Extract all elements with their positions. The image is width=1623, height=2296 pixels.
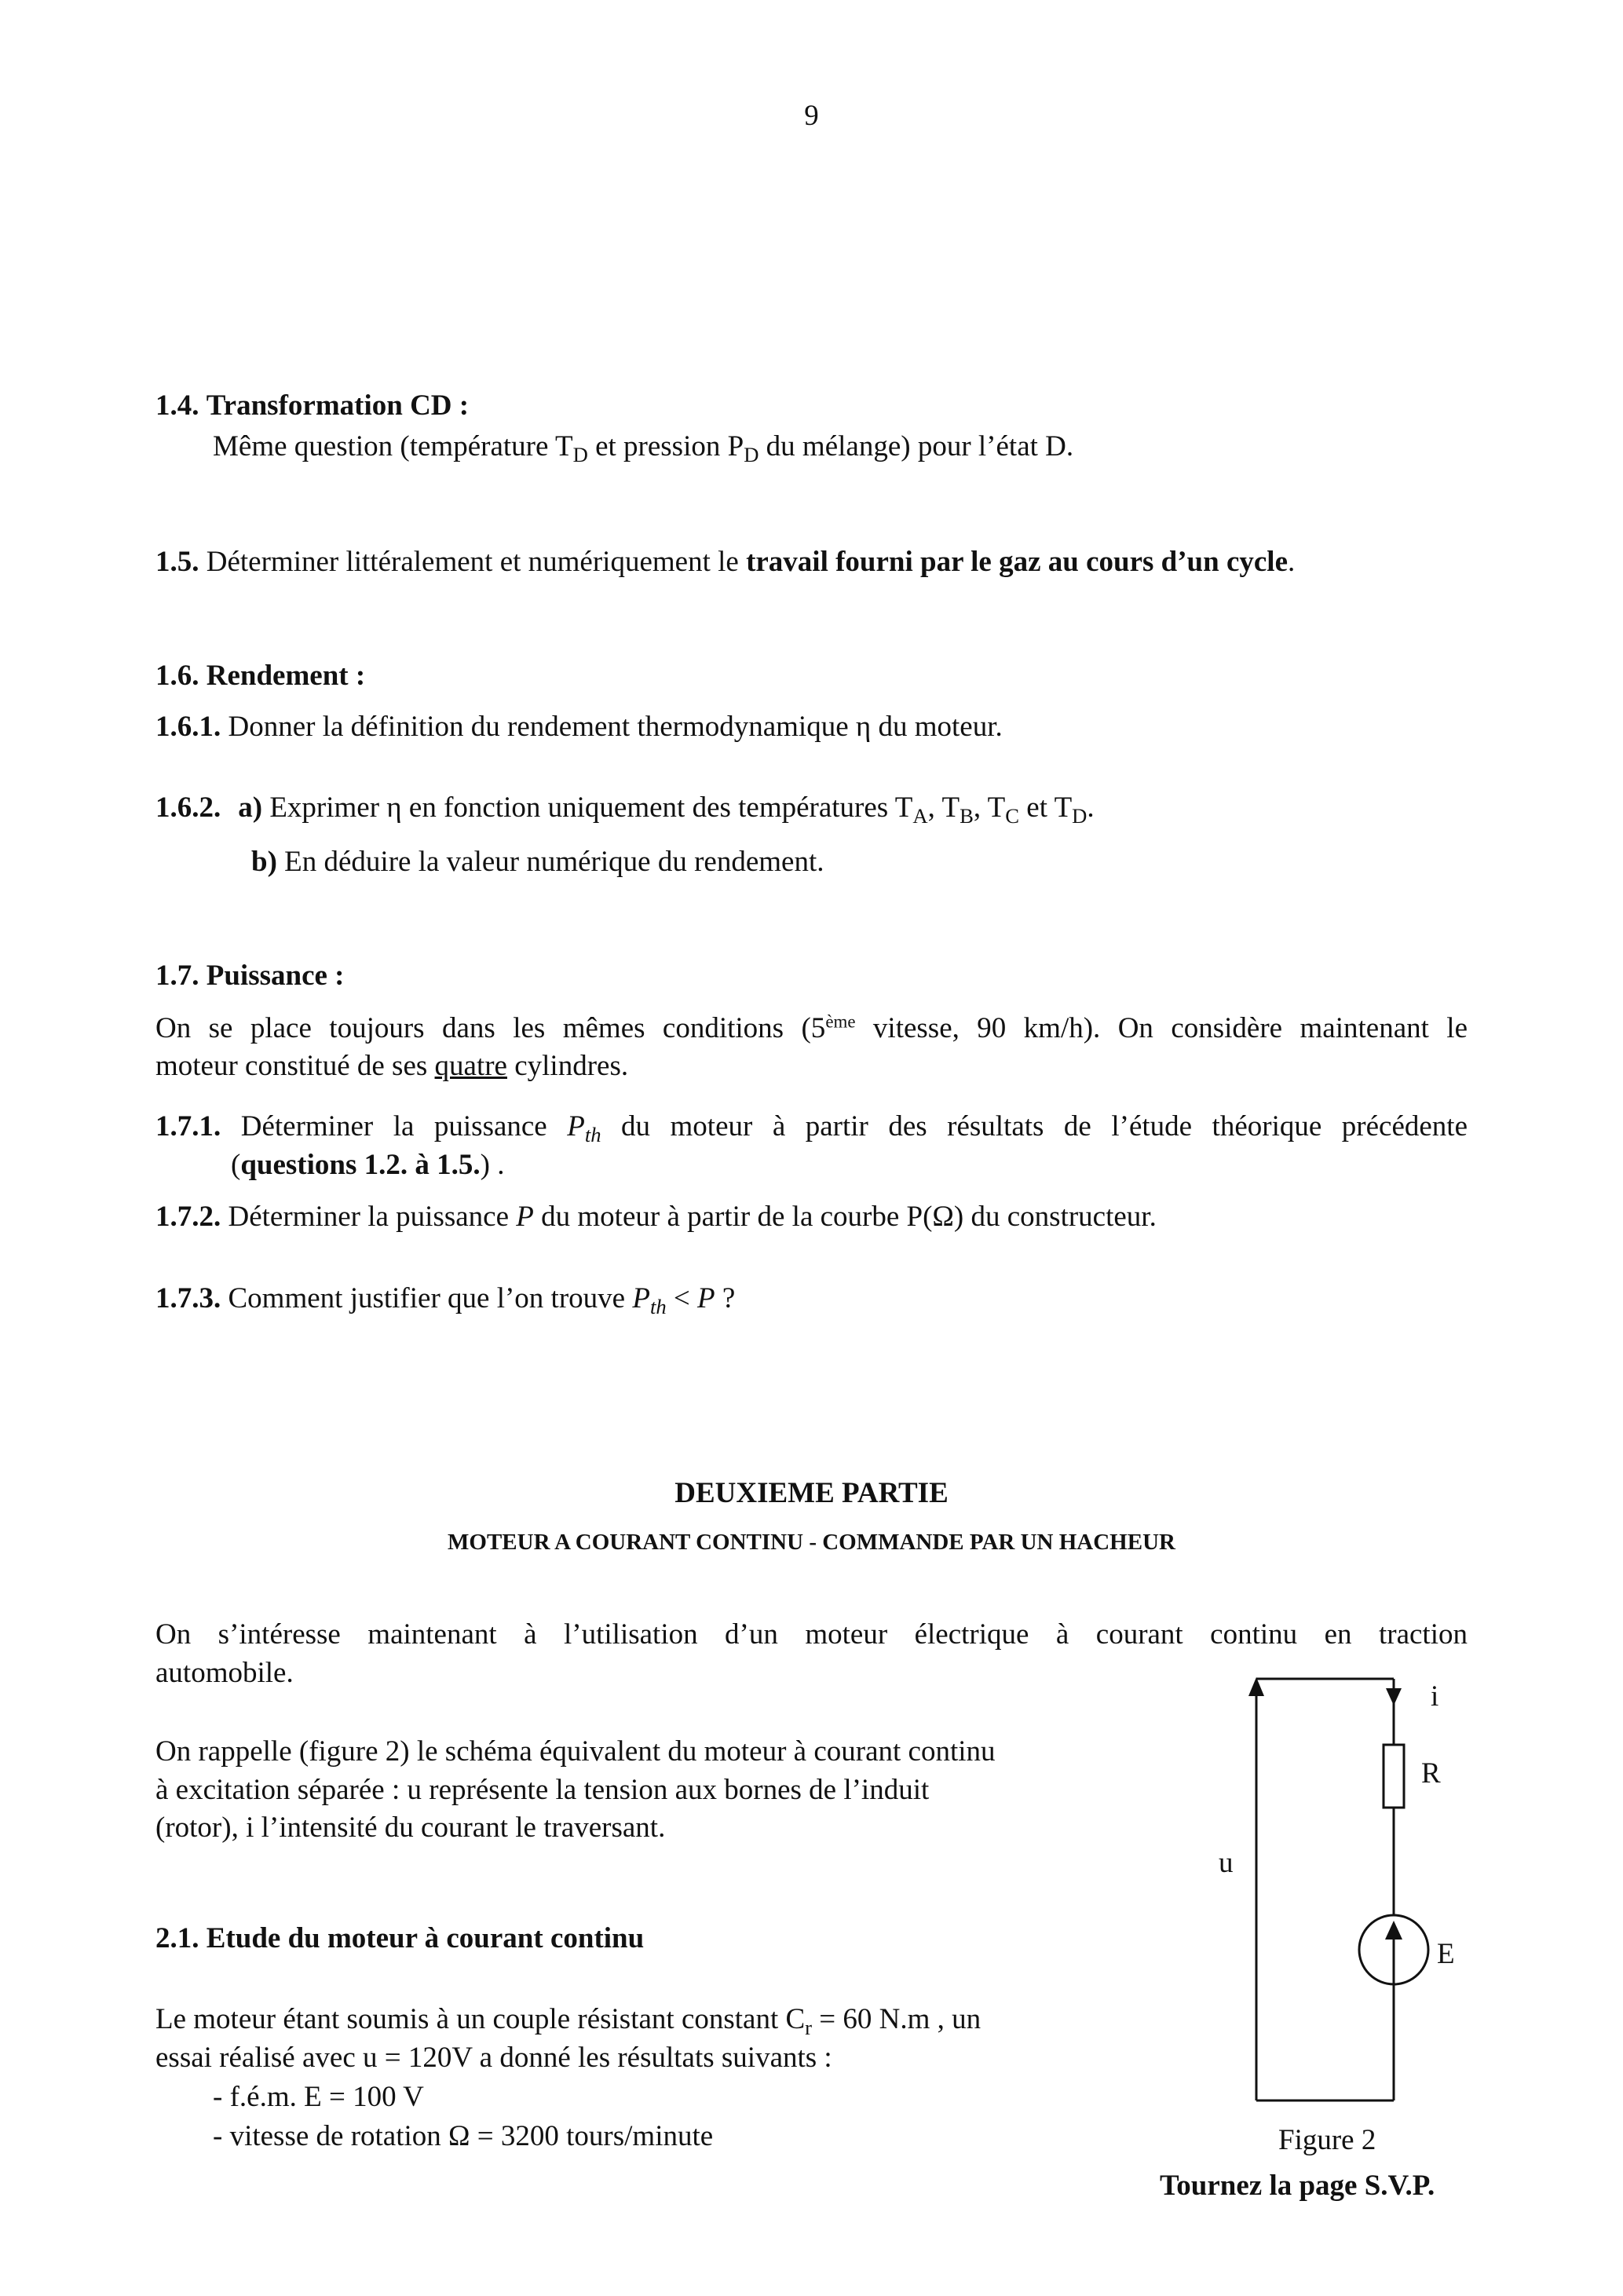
section-1-6-heading — [155, 657, 365, 695]
section-1-4-heading — [155, 387, 469, 425]
subscript: r — [805, 2015, 813, 2039]
section-number: 1.4. — [155, 389, 199, 422]
bold-text: travail fourni par le gaz au cours d’un cycle — [746, 546, 1289, 578]
part-title: DEUXIEME PARTIE — [674, 1477, 949, 1509]
text-run: Comment justifier que l’on trouve — [221, 1282, 633, 1314]
section-1-7-para-line2 — [155, 1047, 628, 1085]
part-subtitle: MOTEUR A COURANT CONTINU - COMMANDE PAR UN HACHEUR — [448, 1530, 1175, 1555]
text-run: On se place toujours dans les mêmes conditions (5 — [155, 1012, 826, 1044]
figure-caption: Figure 2 — [1278, 2124, 1376, 2156]
rappel-line1: On rappelle (figure 2) le schéma équivalent du moteur à courant continu — [155, 1735, 996, 1768]
s21-line3: - f.é.m. E = 100 V — [213, 2081, 424, 2113]
label-i: i — [1431, 1680, 1439, 1713]
label-R: R — [1421, 1757, 1441, 1790]
section-number: 1.6. — [155, 660, 199, 692]
resistor-R — [1384, 1745, 1404, 1808]
symbol-P: P — [697, 1282, 715, 1314]
section-number: 1.5. — [155, 546, 199, 578]
page-number: 9 — [804, 100, 819, 132]
s21-line1 — [155, 2001, 981, 2038]
text-run: vitesse, 90 km/h). On considère maintenant le — [855, 1012, 1468, 1044]
subscript: A — [912, 803, 928, 828]
question-number: 1.6.2. — [155, 792, 221, 824]
text-run: et pression P — [587, 430, 744, 462]
question-number: 1.6.1. — [155, 711, 221, 743]
arrow-head-icon — [1386, 1688, 1402, 1706]
superscript: ème — [825, 1011, 856, 1032]
subscript: D — [1072, 803, 1087, 828]
rappel-line2: à excitation séparée : u représente la tension aux bornes de l’induit — [155, 1774, 930, 1806]
s21-line4: - vitesse de rotation Ω = 3200 tours/minute — [213, 2120, 714, 2152]
question-1-6-2-a — [155, 789, 1095, 827]
section-1-5 — [155, 543, 1295, 581]
text-run: Déterminer littéralement et numériquement le — [199, 546, 747, 578]
symbol-P: P — [632, 1282, 650, 1314]
text-run: Déterminer la puissance — [221, 1201, 517, 1233]
text-run: = 60 N.m , un — [812, 2003, 981, 2035]
question-1-7-2 — [155, 1198, 1157, 1236]
section-title: Transformation CD : — [206, 389, 470, 422]
text-run: < — [666, 1282, 698, 1314]
section-number: 1.7. — [155, 960, 199, 992]
section-number: 2.1. — [155, 1922, 199, 1954]
text-run: du moteur à partir des résultats de l’étude théorique précédente — [601, 1110, 1468, 1143]
question-text: Exprimer η en fonction uniquement des températures T — [262, 792, 913, 824]
subscript: D — [744, 442, 759, 466]
section-1-4-text — [213, 428, 1073, 466]
question-text: En déduire la valeur numérique du rendement. — [276, 846, 824, 878]
section-1-7-heading — [155, 957, 345, 995]
text-run: . — [1288, 546, 1296, 578]
intro-line1: On s’intéresse maintenant à l’utilisation d’un moteur électrique à courant continu en traction — [155, 1618, 1468, 1651]
text-run: Le moteur étant soumis à un couple résistant constant C — [155, 2003, 806, 2035]
label-u: u — [1219, 1847, 1234, 1879]
text-run: Déterminer la puissance — [221, 1110, 568, 1143]
subscript: C — [1005, 803, 1020, 828]
subscript: th — [649, 1294, 667, 1318]
question-1-7-3 — [155, 1280, 735, 1318]
arrow-head-icon — [1248, 1677, 1264, 1696]
question-1-6-2-b — [251, 843, 824, 881]
label-E: E — [1437, 1938, 1455, 1970]
circuit-diagram — [1178, 1665, 1492, 2136]
text-run: et T — [1019, 792, 1073, 824]
section-title: Etude du moteur à courant continu — [206, 1922, 645, 1954]
subscript: B — [960, 803, 974, 828]
text-run: ) . — [480, 1149, 505, 1181]
question-1-7-1-line1 — [155, 1108, 1468, 1146]
symbol-P: P — [567, 1110, 585, 1143]
text-run: du mélange) pour l’état D. — [758, 430, 1074, 462]
subscript: th — [584, 1122, 601, 1146]
subscript: D — [572, 442, 588, 466]
section-2-1-heading — [155, 1920, 644, 1958]
question-number: 1.7.3. — [155, 1282, 221, 1314]
arrow-head-icon — [1385, 1921, 1402, 1940]
question-number: 1.7.2. — [155, 1201, 221, 1233]
item-label: b) — [251, 846, 277, 878]
underlined-text: quatre — [434, 1050, 507, 1082]
symbol-P: P — [516, 1201, 534, 1233]
section-1-7-para-line1 — [155, 1010, 1468, 1047]
text-run: . — [1087, 792, 1095, 824]
question-1-7-1-line2 — [231, 1146, 504, 1184]
text-run: , T — [927, 792, 960, 824]
question-number: 1.7.1. — [155, 1110, 221, 1143]
text-run: ? — [715, 1282, 736, 1314]
question-text: Donner la définition du rendement thermodynamique η du moteur. — [221, 711, 1003, 743]
text-run: du moteur à partir de la courbe P(Ω) du constructeur. — [533, 1201, 1157, 1233]
intro-line2: automobile. — [155, 1657, 294, 1689]
text-run: Même question (température T — [213, 430, 573, 462]
footer-turn-page: Tournez la page S.V.P. — [1160, 2170, 1435, 2202]
text-run: moteur constitué de ses — [155, 1050, 435, 1082]
section-title: Rendement : — [206, 660, 366, 692]
text-run: , T — [973, 792, 1006, 824]
bold-text: questions 1.2. à 1.5. — [240, 1149, 481, 1181]
question-1-6-1 — [155, 708, 1003, 746]
item-label: a) — [238, 792, 263, 824]
text-run: ( — [231, 1149, 241, 1181]
s21-line2: essai réalisé avec u = 120V a donné les résultats suivants : — [155, 2042, 832, 2074]
text-run: cylindres. — [506, 1050, 629, 1082]
rappel-line3: (rotor), i l’intensité du courant le traversant. — [155, 1812, 666, 1844]
section-title: Puissance : — [206, 960, 345, 992]
